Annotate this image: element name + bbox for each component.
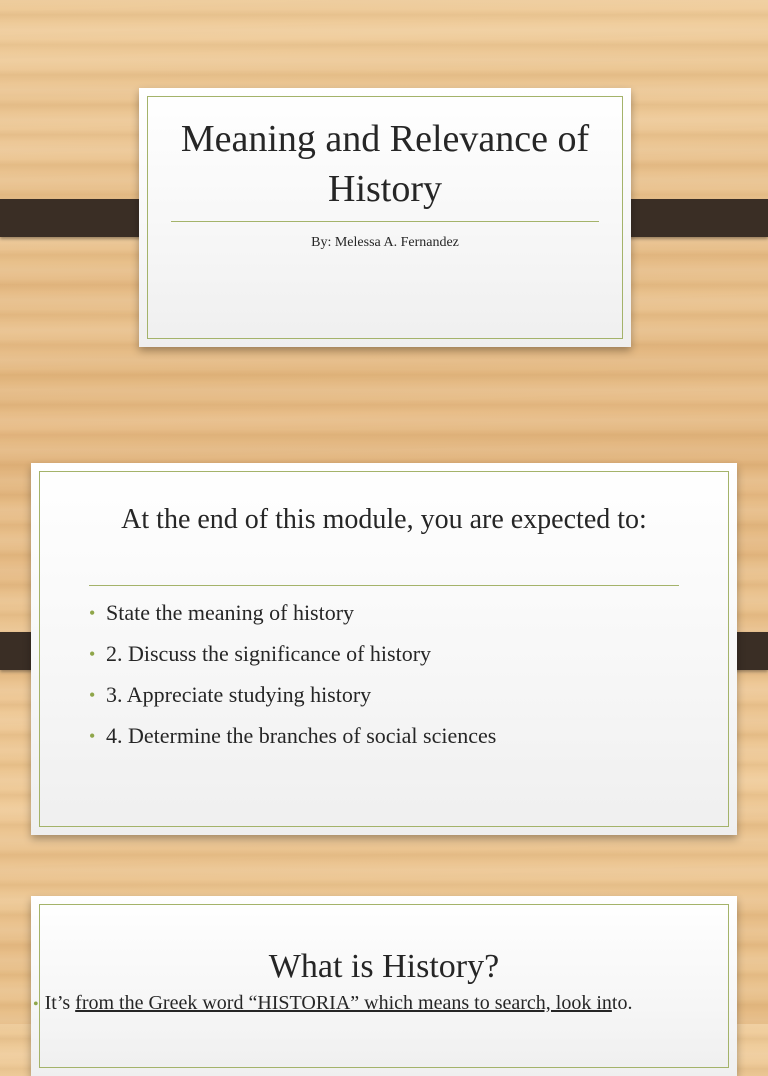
slide-3-title: What is History? xyxy=(268,948,500,985)
slide-1-right-hanger xyxy=(613,199,768,237)
slide-2[interactable] xyxy=(31,463,737,835)
objective-text: 3. Appreciate studying history xyxy=(106,682,372,707)
bullet-icon: • xyxy=(89,644,96,664)
bullet-icon: • xyxy=(89,603,96,623)
slide-3-frame xyxy=(39,904,729,1068)
slide-1-divider xyxy=(171,221,599,222)
definition-underlined: from the Greek word “HISTORIA” which means to search, look in xyxy=(75,992,612,1014)
slide-1[interactable] xyxy=(139,88,631,347)
bullet-icon: • xyxy=(89,685,96,705)
slide-2-title: At the end of this module, you are expected to: xyxy=(121,504,647,535)
list-item xyxy=(89,637,496,678)
objective-text: 4. Determine the branches of social sciences xyxy=(106,723,497,748)
slide-3[interactable] xyxy=(31,896,737,1076)
list-item xyxy=(89,719,496,760)
slide-1-left-hanger xyxy=(0,199,156,237)
list-item xyxy=(89,596,496,637)
list-item xyxy=(89,678,496,719)
objectives-list xyxy=(89,596,496,760)
slide-3-body xyxy=(33,992,632,1015)
bullet-icon: • xyxy=(89,726,96,746)
definition-prefix: It’s xyxy=(44,992,76,1014)
slide-1-title: Meaning and Relevance of History xyxy=(180,118,590,210)
definition-suffix: to. xyxy=(611,992,633,1014)
objective-text: State the meaning of history xyxy=(106,600,355,625)
bullet-icon: • xyxy=(33,996,39,1013)
slide-1-subtitle: By: Melessa A. Fernandez xyxy=(311,235,459,250)
objective-text: 2. Discuss the significance of history xyxy=(106,641,432,666)
slide-2-divider xyxy=(89,585,679,586)
